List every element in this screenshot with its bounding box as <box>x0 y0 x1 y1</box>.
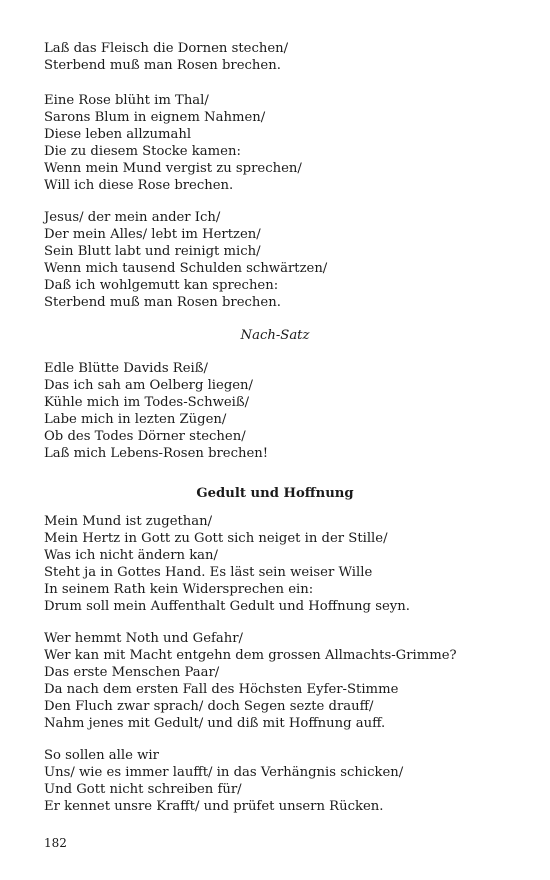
verse-line: Sein Blutt labt und reinigt mich/ <box>44 244 261 259</box>
stanza-7 <box>44 747 403 815</box>
verse-line: Jesus/ der mein ander Ich/ <box>44 210 221 225</box>
verse-line: In seinem Rath kein Widersprechen ein: <box>44 582 314 597</box>
verse-line: Der mein Alles/ lebt im Hertzen/ <box>44 227 261 242</box>
verse-line: Edle Blütte Davids Reiß/ <box>44 361 208 376</box>
stanza-6 <box>44 630 457 732</box>
verse-line: Wenn mich tausend Schulden schwärtzen/ <box>44 261 328 276</box>
verse-line: Steht ja in Gottes Hand. Es läst sein weiser Wille <box>44 565 373 580</box>
verse-line: Sarons Blum in eignem Nahmen/ <box>44 110 266 125</box>
verse-line: Kühle mich im Todes-Schweiß/ <box>44 395 250 410</box>
verse-line: Da nach dem ersten Fall des Höchsten Eyfer-Stimme <box>44 682 399 697</box>
verse-line: Ob des Todes Dörner stechen/ <box>44 429 246 444</box>
poem-title: Gedult und Hoffnung <box>196 486 354 501</box>
stanza-2 <box>44 92 302 194</box>
verse-line: Will ich diese Rose brechen. <box>44 178 234 193</box>
verse-line: Mein Hertz in Gott zu Gott sich neiget in der Stille/ <box>44 531 388 546</box>
verse-line: Wer kan mit Macht entgehn dem grossen Allmachts-Grimme? <box>44 648 457 663</box>
verse-line: Uns/ wie es immer laufft/ in das Verhängnis schicken/ <box>44 765 404 780</box>
verse-line: Drum soll mein Auffenthalt Gedult und Hoffnung seyn. <box>44 599 410 614</box>
verse-line: Eine Rose blüht im Thal/ <box>44 93 209 108</box>
verse-line: Das ich sah am Oelberg liegen/ <box>44 378 253 393</box>
verse-line: Er kennet unsre Krafft/ und prüfet unsern Rücken. <box>44 799 384 814</box>
verse-line: Nahm jenes mit Gedult/ und diß mit Hoffnung auff. <box>44 716 386 731</box>
verse-line: Was ich nicht ändern kan/ <box>44 548 218 563</box>
verse-line: Wenn mein Mund vergist zu sprechen/ <box>44 161 302 176</box>
verse-line: Sterbend muß man Rosen brechen. <box>44 295 281 310</box>
stanza-1 <box>44 40 288 74</box>
verse-line: Sterbend muß man Rosen brechen. <box>44 58 281 73</box>
section-subheading: Nach-Satz <box>240 328 310 343</box>
verse-line: Laß das Fleisch die Dornen stechen/ <box>44 41 289 56</box>
verse-line: Wer hemmt Noth und Gefahr/ <box>44 631 243 646</box>
verse-line: Daß ich wohlgemutt kan sprechen: <box>44 278 279 293</box>
verse-line: Labe mich in lezten Zügen/ <box>44 412 227 427</box>
verse-line: Das erste Menschen Paar/ <box>44 665 220 680</box>
stanza-5 <box>44 513 410 615</box>
verse-line: Die zu diesem Stocke kamen: <box>44 144 241 159</box>
verse-line: Mein Mund ist zugethan/ <box>44 514 213 529</box>
verse-line: Diese leben allzumahl <box>44 127 192 142</box>
verse-line: Den Fluch zwar sprach/ doch Segen sezte drauff/ <box>44 699 374 714</box>
page-number: 182 <box>44 836 67 850</box>
stanza-4 <box>44 360 268 462</box>
verse-line: So sollen alle wir <box>44 748 159 763</box>
stanza-3 <box>44 209 327 311</box>
verse-line: Laß mich Lebens-Rosen brechen! <box>44 446 269 461</box>
verse-line: Und Gott nicht schreiben für/ <box>44 782 242 797</box>
